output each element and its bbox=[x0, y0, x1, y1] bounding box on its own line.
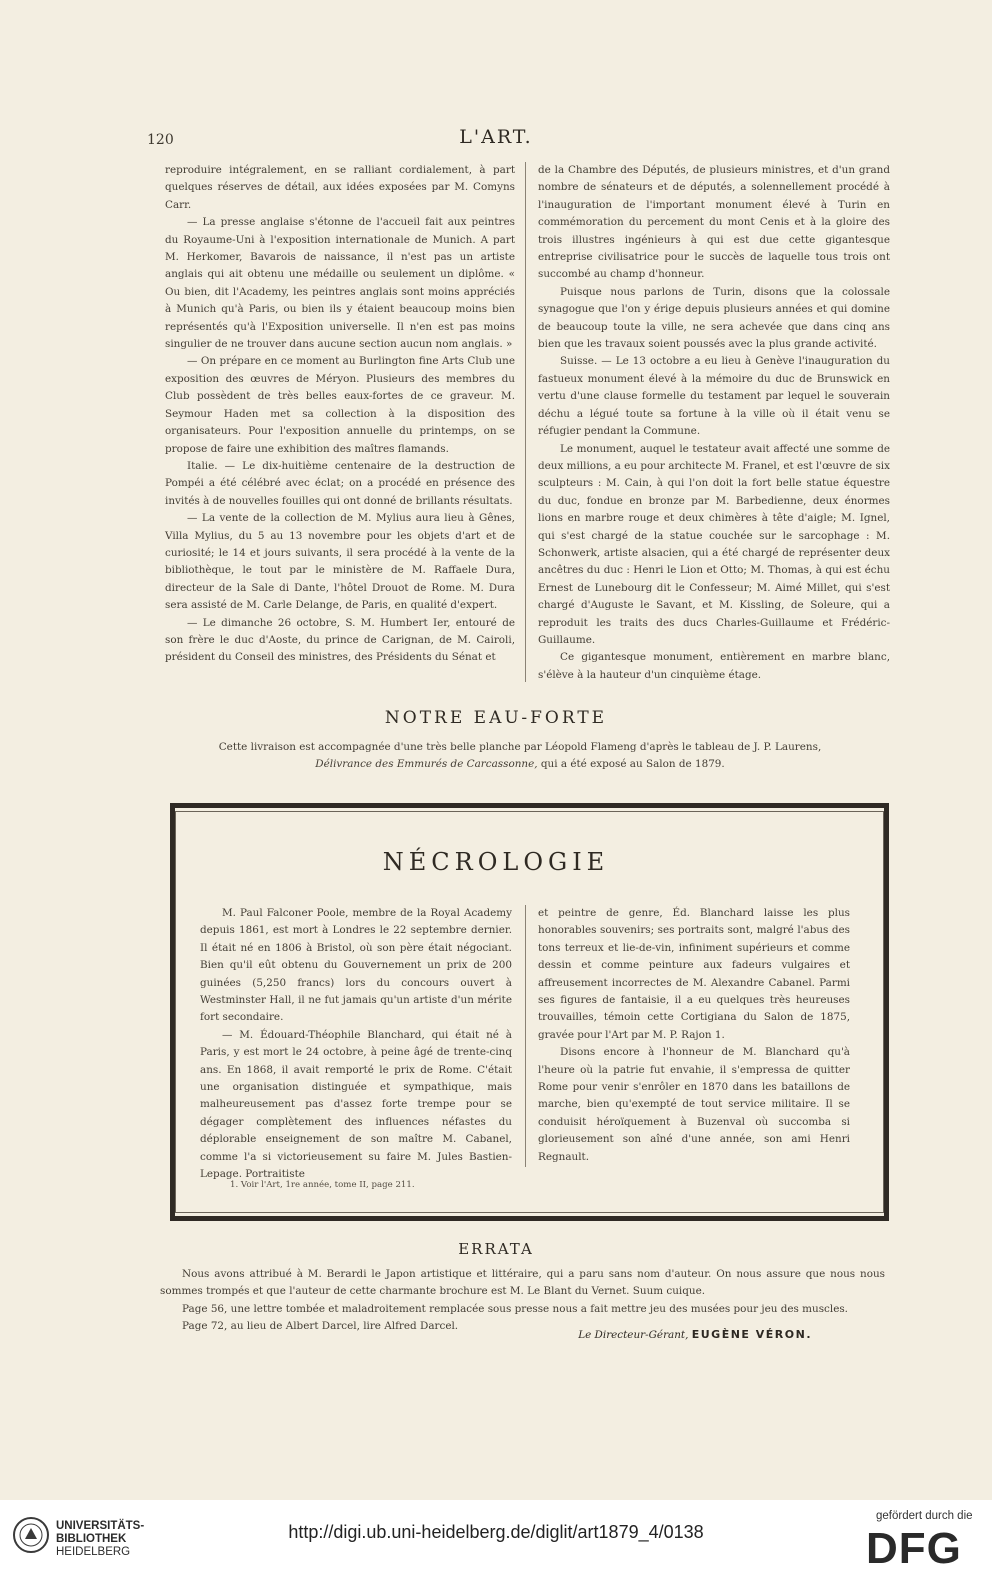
signature bbox=[578, 1328, 812, 1341]
necrologie-column-divider bbox=[525, 905, 526, 1167]
paragraph: — On prépare en ce moment au Burlington fine Arts Club une exposition des œuvres de Méryon. Plusieurs des membres du Club possèdent de très belles eaux-fortes de ce graveur. M. Seymour Haden met sa collection à la disposition des organisateurs. Pour l'exposition annuelle du printemps, on se propose de faire une exhibition des maîtres flamands. bbox=[165, 355, 515, 455]
paragraph: — Le dimanche 26 octobre, S. M. Humbert Ier, entouré de son frère le duc d'Aoste, du prince de Carignan, de M. Cairoli, président du Conseil des ministres, des Présidents du Sénat et bbox=[165, 616, 515, 664]
necrologie-column-right bbox=[538, 905, 850, 1166]
errata-paragraph: Nous avons attribué à M. Berardi le Japon artistique et littéraire, qui a paru sans nom d'auteur. On nous assure que nous nous sommes trompés et que l'auteur de cette charmante brochure est M. Le Blant du Vernet. Suum cuique. bbox=[160, 1268, 885, 1298]
paragraph: reproduire intégralement, en se ralliant cordialement, à part quelques réserves de détail, aux idées exposées par M. Comyns Carr. bbox=[165, 164, 515, 211]
signature-role: Le Directeur-Gérant, bbox=[578, 1329, 689, 1341]
paragraph: Ce gigantesque monument, entièrement en marbre blanc, s'élève à la hauteur d'un cinquième étage. bbox=[538, 651, 890, 681]
eau-forte-caption bbox=[150, 739, 890, 773]
permalink-url[interactable]: http://digi.ub.uni-heidelberg.de/diglit/art1879_4/0138 bbox=[288, 1522, 704, 1542]
paragraph: Italie. — Le dix-huitième centenaire de la destruction de Pompéi a été célébré avec éclat; on a procédé en présence des invités à de nouvelles fouilles qui ont donné de brillants résultats. bbox=[165, 459, 515, 507]
eau-forte-artwork-title: Délivrance des Emmurés de Carcassonne, bbox=[315, 758, 538, 770]
errata-body bbox=[160, 1266, 885, 1336]
errata-title: ERRATA bbox=[458, 1240, 534, 1258]
paragraph: Le monument, auquel le testateur avait affecté une somme de deux millions, a eu pour architecte M. Franel, et est l'œuvre de six sculpteurs : M. Cain, à qui l'on doit la fort belle statue équestre du duc, fondue en bronze par M. Barbedienne, deux énormes lions en marbre rouge et deux chimères à tête d'aigle; M. Ignel, qui s'est chargé de la statue couchée sur le sarcophage : M. Schonwerk, artiste alsacien, qui a été chargé de représenter deux ancêtres du duc : Henri le Lion et Otto; M. Thomas, à qui est échu Ernest de Lunebourg dit le Confesseur; M. Aimé Millet, qui s'est chargé d'Auguste le Savant, et M. Kissling, de Soleure, qui a reproduit les traits des ducs Charles-Guillaume et Frédéric-Guillaume. bbox=[538, 442, 890, 646]
institution-line-1: UNIVERSITÄTS- bbox=[56, 1520, 145, 1532]
necrologie-title: NÉCROLOGIE bbox=[382, 848, 610, 876]
eau-forte-caption-rest: qui a été exposé au Salon de 1879. bbox=[537, 758, 725, 770]
errata-paragraph: Page 56, une lettre tombée et maladroitement remplacée sous presse nous a fait mettre jeu des musées pour jeu des muscles. bbox=[182, 1302, 848, 1315]
necrologie-footnote: 1. Voir l'Art, 1re année, tome II, page 211. bbox=[230, 1180, 415, 1190]
paragraph: M. Paul Falconer Poole, membre de la Royal Academy depuis 1861, est mort à Londres le 22 septembre dernier. Il était né en 1806 à Bristol, où son père était négociant. Bien qu'il eût obtenu du Gouvernement un prix de 200 guinées (5,250 francs) lors du concours ouvert à Westminster Hall, il ne fut jamais qu'un artiste d'un mérite fort secondaire. bbox=[200, 907, 512, 1024]
errata-paragraph: Page 72, au lieu de Albert Darcel, lire Alfred Darcel. bbox=[182, 1320, 459, 1333]
page-number: 120 bbox=[147, 132, 174, 148]
paragraph: — La presse anglaise s'étonne de l'accueil fait aux peintres du Royaume-Uni à l'exposition internationale de Munich. A part M. Herkomer, Bavarois de naissance, il n'est pas un artiste anglais qui ait obtenu une médaille ou seulement un diplôme. « Ou bien, dit l'Academy, les peintres anglais sont moins appréciés à Munich qu'à Paris, ou bien ils y étaient beaucoup moins bien représentés qu'à l'Exposition universelle. Il n'en est pas moins singulier de ne trouver dans aucune section aucun nom anglais. » bbox=[165, 216, 515, 351]
paragraph: et peintre de genre, Éd. Blanchard laisse les plus honorables souvenirs; ses portraits sont, malgré l'abus des tons terreux et lie-de-vin, infiniment supérieurs et comme dessin et comme peinture aux fadeurs vulgaires et affreusement incorrectes de M. Alexandre Cabanel. Parmi ses figures de fantaisie, il a eu quelques très heureuses trouvailles, témoin cette Cortigiana du Salon de 1875, gravée pour l'Art par M. P. Rajon 1. bbox=[538, 907, 850, 1041]
paragraph: de la Chambre des Députés, de plusieurs ministres, et d'un grand nombre de sénateurs et de députés, a solennellement procédé à l'inauguration de l'important monument élevé à Turin en commémoration du percement du mont Cenis et à la gloire des trois illustres ingénieurs à qui est due cette gigantesque entreprise civilisatrice pour le succès de laquelle tous trois ont succombé au champ d'honneur. bbox=[538, 164, 890, 281]
eau-forte-caption-line2 bbox=[150, 756, 890, 773]
paragraph: Suisse. — Le 13 octobre a eu lieu à Genève l'inauguration du fastueux monument élevé à la mémoire du duc de Brunswick en vertu d'une clause formelle du testament par lequel le souverain déchu a légué toute sa fortune à la ville où il était venu se réfugier pendant la Commune. bbox=[538, 355, 890, 438]
necrologie-column-left bbox=[200, 905, 512, 1184]
eau-forte-caption-line1: Cette livraison est accompagnée d'une très belle planche par Léopold Flameng d'après le tableau de J. P. Laurens, bbox=[218, 741, 822, 753]
signature-name: EUGÈNE VÉRON. bbox=[691, 1328, 812, 1341]
funding-note: gefördert durch die bbox=[876, 1510, 973, 1522]
paragraph: Puisque nous parlons de Turin, disons que la colossale synagogue que l'on y érige depuis plusieurs années et qui domine de beaucoup toute la ville, ne sera achevée que dans cinq ans bien que les travaux soient poussés avec la plus grande activité. bbox=[538, 285, 890, 351]
journal-title: L'ART. bbox=[459, 126, 533, 148]
paragraph: — M. Édouard-Théophile Blanchard, qui était né à Paris, y est mort le 24 octobre, à peine âgé de trente-cinq ans. En 1868, il avait remporté le prix de Rome. C'était une organisation distinguée et sympathique, mais malheureusement pas d'assez forte trempe pour se dégager complètement des influences néfastes du déplorable enseignement de son maître M. Cabanel, comme l'a si victorieusement su faire M. Jules Bastien-Lepage. Portraitiste bbox=[200, 1028, 512, 1181]
eau-forte-title: NOTRE EAU-FORTE bbox=[384, 708, 608, 728]
paragraph: Disons encore à l'honneur de M. Blanchard qu'à l'heure où la patrie fut envahie, il s'empressa de quitter Rome pour venir s'enrôler en 1870 dans les bataillons de marche, bien qu'exempté de tout service militaire. Il se conduisit héroïquement à Buzenval où succomba si glorieusement son aîné d'une année, son ami Henri Regnault. bbox=[538, 1046, 850, 1163]
dfg-logo[interactable]: DFG bbox=[866, 1524, 962, 1573]
article-column-left bbox=[165, 162, 515, 667]
paragraph: — La vente de la collection de M. Mylius aura lieu à Gênes, Villa Mylius, du 5 au 13 novembre pour les objets d'art et de curiosité; le 14 et jours suivants, il sera procédé à la vente de la bibliothèque, le tout par le ministère de M. Raffaele Dura, directeur de la Sale di Dante, l'hôtel Drouot de Rome. M. Dura sera assisté de M. Carle Delange, de Paris, en qualité d'expert. bbox=[165, 512, 515, 612]
institution-line-3: HEIDELBERG bbox=[56, 1546, 131, 1558]
column-divider bbox=[525, 162, 526, 682]
institution-line-2: BIBLIOTHEK bbox=[56, 1533, 127, 1545]
article-column-right bbox=[538, 162, 890, 684]
